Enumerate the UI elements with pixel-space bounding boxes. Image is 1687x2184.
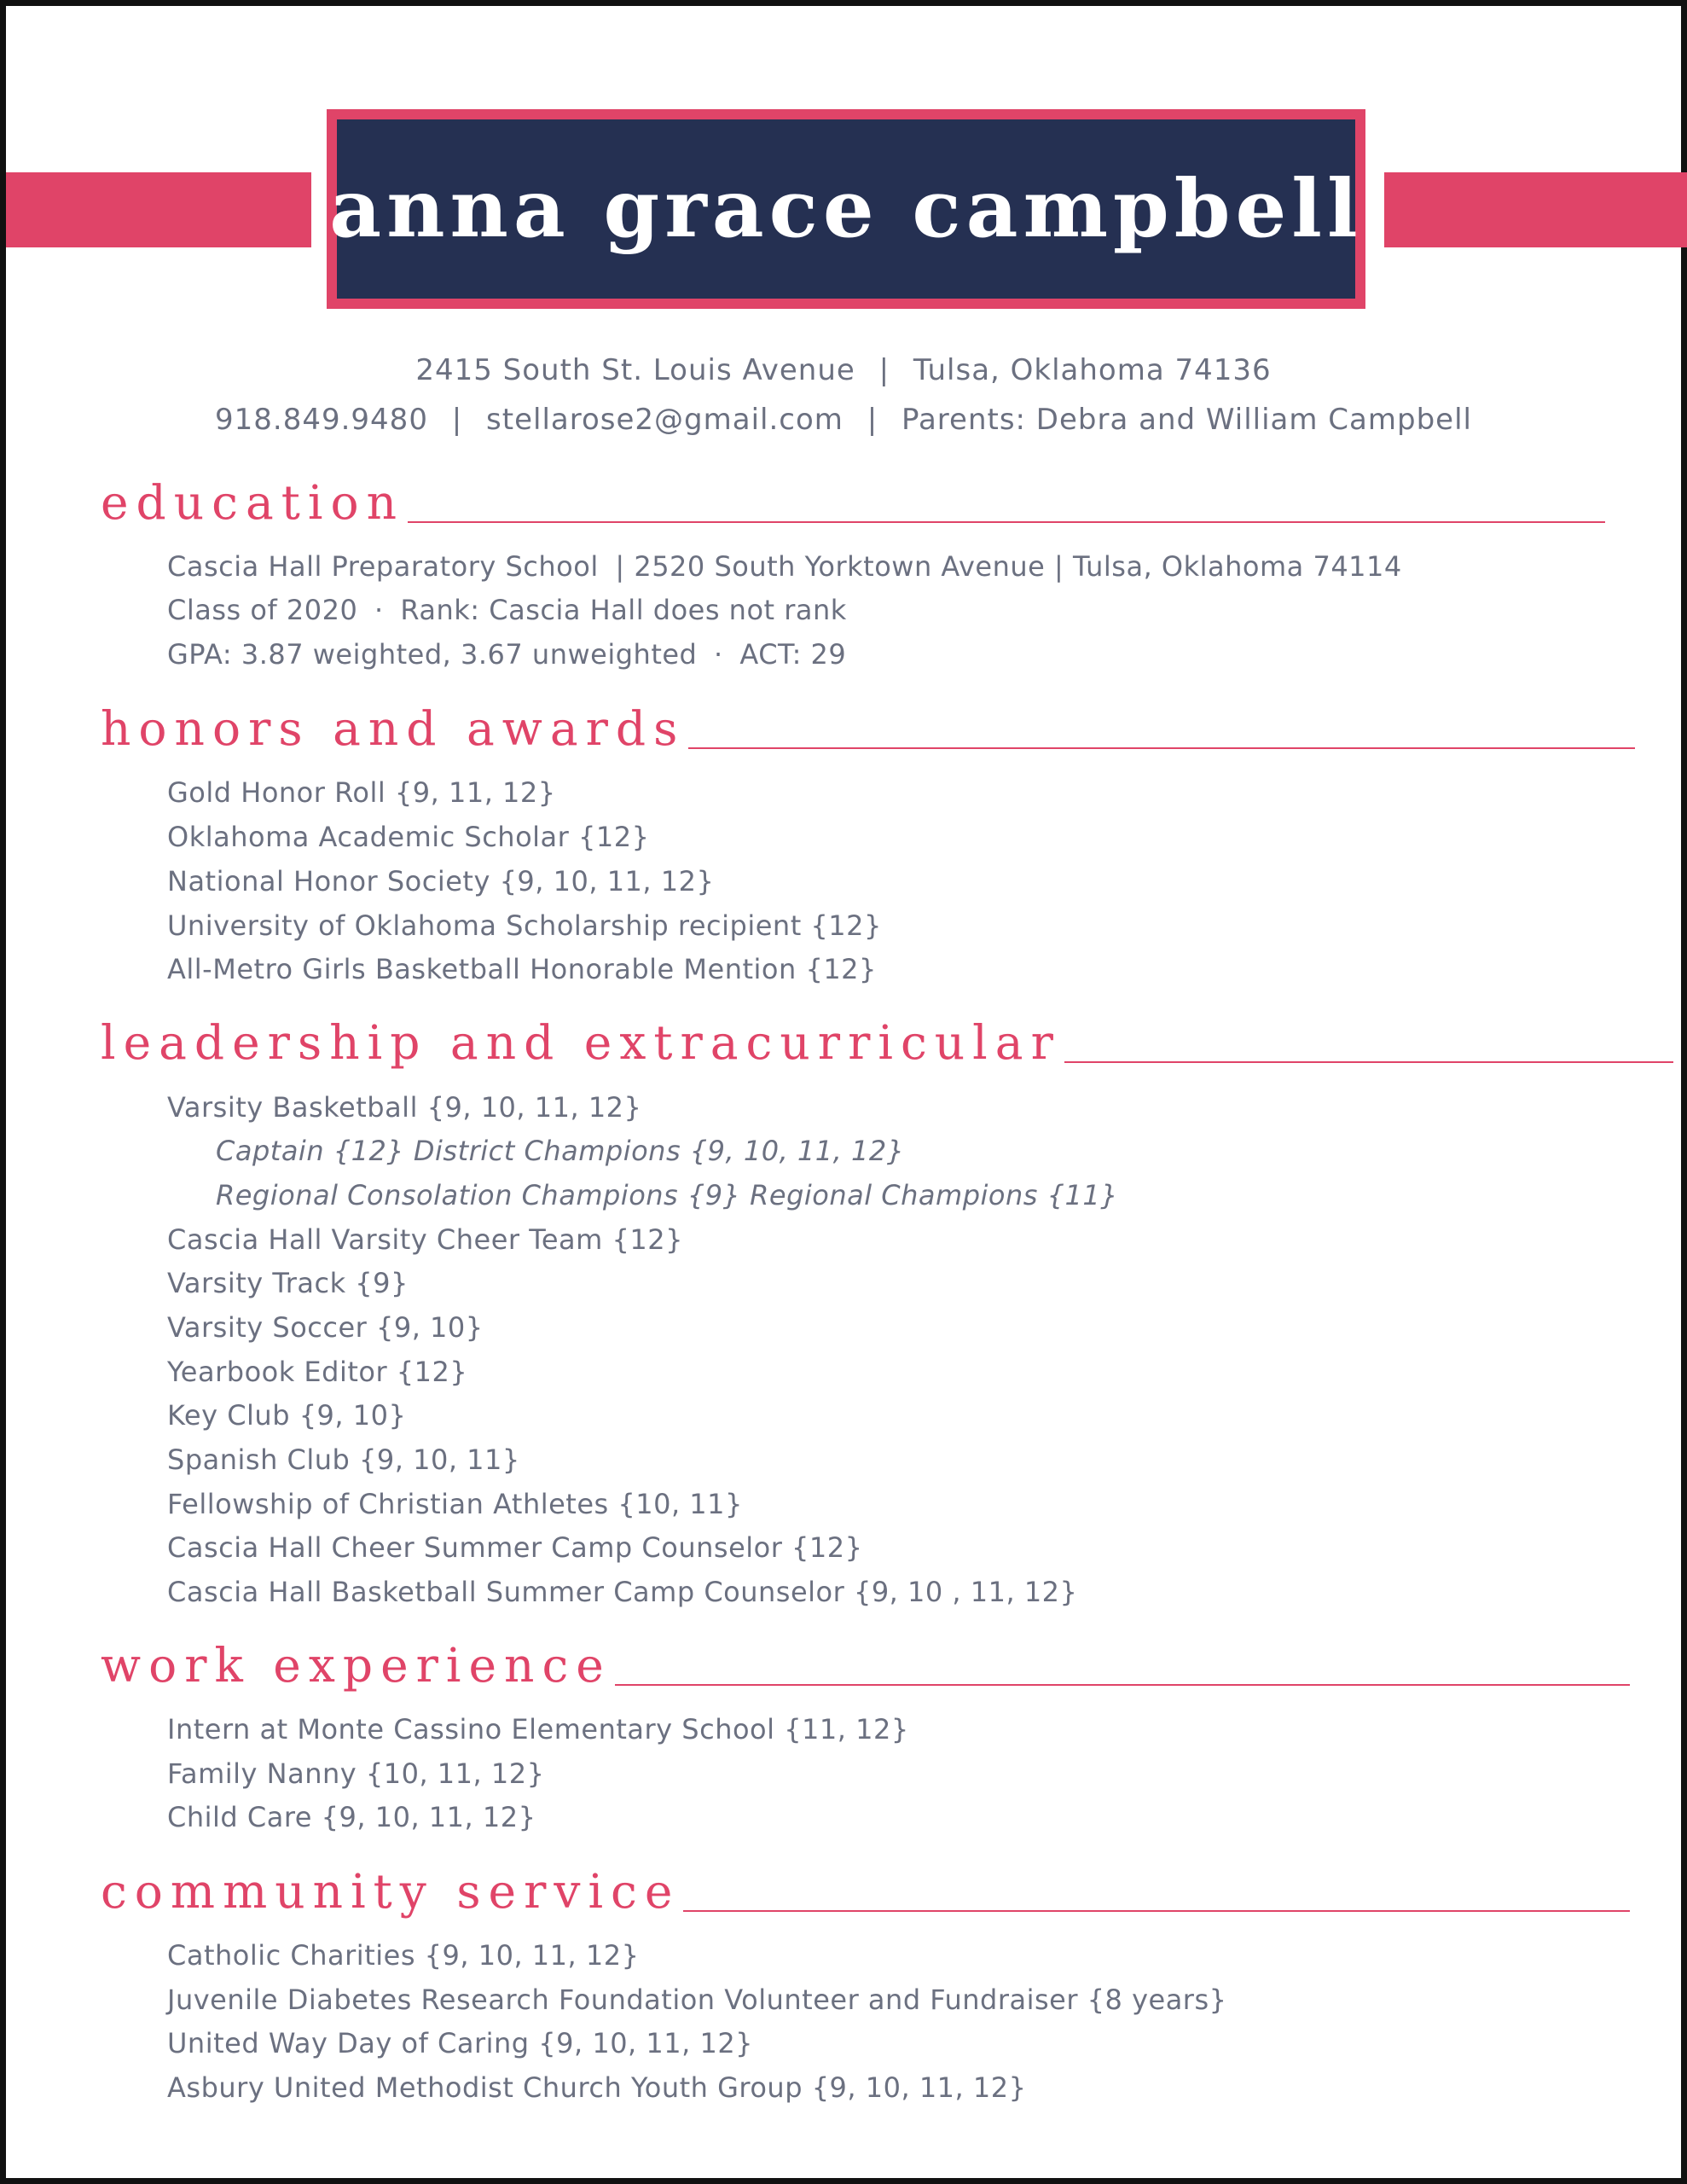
list-item: Spanish Club {9, 10, 11} [167,1443,520,1476]
contact-line-details [6,403,1681,437]
list-item: Child Care {9, 10, 11, 12} [167,1801,536,1833]
gpa: GPA: 3.87 weighted, 3.67 unweighted [167,638,698,671]
list-item: University of Oklahoma Scholarship recipient {12} [167,909,882,942]
section-title-education: education [101,475,404,530]
community-heading [101,1864,1630,1919]
section-rule [615,1684,1630,1686]
list-item: Cascia Hall Basketball Summer Camp Counselor {9, 10 , 11, 12} [167,1576,1078,1608]
list-subitem: Regional Consolation Champions {9} Regional Champions {11} [216,1179,1119,1211]
section-title-honors: honors and awards [101,701,686,756]
list-item: Varsity Track {9} [167,1267,409,1299]
separator: | [878,353,890,387]
name-banner-inner [329,119,1363,299]
list-item: National Honor Society {9, 10, 11, 12} [167,865,715,897]
list-item: All-Metro Girls Basketball Honorable Mention {12} [167,953,877,985]
graduation-class: Class of 2020 [167,594,358,626]
street-address: 2415 South St. Louis Avenue [415,353,855,387]
section-rule [1064,1061,1673,1063]
section-rule [683,1910,1630,1912]
candidate-name: anna grace campbell [329,162,1363,256]
list-item: United Way Day of Caring {9, 10, 11, 12} [167,2027,754,2059]
list-item: Juvenile Diabetes Research Foundation Volunteer and Fundraiser {8 years} [167,1984,1227,2016]
name-banner [327,109,1365,309]
email-address: stellarose2@gmail.com [486,403,844,437]
list-item: Intern at Monte Cassino Elementary School {11, 12} [167,1713,909,1745]
separator: | [867,403,878,437]
list-item: Varsity Basketball {9, 10, 11, 12} [167,1091,642,1124]
list-item: Fellowship of Christian Athletes {10, 11} [167,1488,743,1520]
right-accent-band [1384,172,1687,247]
honors-heading [101,701,1635,756]
section-rule [688,747,1635,749]
parents-names: Parents: Debra and William Campbell [901,403,1472,437]
section-title-community: community service [101,1864,681,1919]
phone-number: 918.849.9480 [215,403,428,437]
education-scores-line [167,638,847,671]
list-item: Yearbook Editor {12} [167,1356,468,1388]
list-item: Varsity Soccer {9, 10} [167,1311,484,1344]
class-rank: Rank: Cascia Hall does not rank [400,594,847,626]
contact-line-address [6,353,1681,387]
education-heading [101,475,1605,530]
leadership-heading [101,1015,1673,1070]
education-school-line [167,550,1410,583]
list-item: Family Nanny {10, 11, 12} [167,1757,545,1790]
section-rule [408,521,1605,523]
section-title-work: work experience [101,1638,612,1693]
separator: | [451,403,463,437]
dot-separator: · [374,594,384,626]
education-class-line [167,596,847,624]
list-item: Oklahoma Academic Scholar {12} [167,821,650,853]
school-address: | 2520 South Yorktown Avenue | Tulsa, Oklahoma 74114 [615,550,1402,583]
city-state-zip: Tulsa, Oklahoma 74136 [913,353,1272,387]
list-subitem: Captain {12} District Champions {9, 10, 11, 12} [216,1135,905,1167]
left-accent-band [6,172,311,247]
work-heading [101,1638,1630,1693]
list-item: Key Club {9, 10} [167,1399,407,1432]
list-item: Catholic Charities {9, 10, 11, 12} [167,1939,640,1972]
section-title-leadership: leadership and extracurricular [101,1015,1061,1070]
list-item: Gold Honor Roll {9, 11, 12} [167,776,556,809]
list-item: Cascia Hall Varsity Cheer Team {12} [167,1223,683,1256]
act-score: ACT: 29 [739,638,847,671]
list-item: Asbury United Methodist Church Youth Group {9, 10, 11, 12} [167,2071,1027,2104]
list-item: Cascia Hall Cheer Summer Camp Counselor {12} [167,1531,863,1564]
school-name: Cascia Hall Preparatory School [167,550,599,583]
dot-separator: · [714,638,723,671]
